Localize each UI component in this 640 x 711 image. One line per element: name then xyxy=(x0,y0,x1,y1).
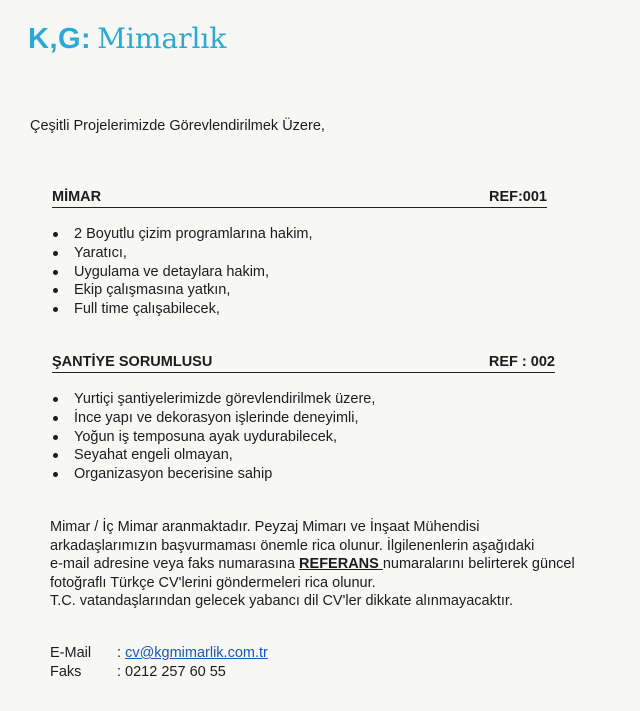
email-link[interactable]: cv@kgmimarlik.com.tr xyxy=(125,645,268,661)
company-logo xyxy=(28,22,226,56)
requirement-item: İnce yapı ve dekorasyon işlerinde deneyimli, xyxy=(52,409,375,428)
notice-line xyxy=(50,555,575,574)
email-value xyxy=(117,644,268,663)
requirement-item: 2 Boyutlu çizim programlarına hakim, xyxy=(52,225,313,244)
notice-line: arkadaşlarımızın başvurmaması önemle rica olunur. İlgilenenlerin aşağıdaki xyxy=(50,537,535,554)
section-divider xyxy=(52,372,555,373)
requirement-item: Full time çalışabilecek, xyxy=(52,300,313,319)
notice-text: numaralarını belirterek güncel xyxy=(382,556,575,573)
fax-label: Faks xyxy=(50,663,82,680)
requirement-item: Yoğun iş temposuna ayak uydurabilecek, xyxy=(52,428,375,447)
position-header-site-manager xyxy=(52,354,555,376)
position-title: ŞANTİYE SORUMLUSU xyxy=(52,354,213,370)
requirement-item: Ekip çalışmasına yatkın, xyxy=(52,281,313,300)
position-header-architect xyxy=(52,189,547,211)
section-divider xyxy=(52,207,547,208)
notice-line: T.C. vatandaşlarından gelecek yabancı dil CV'ler dikkate alınmayacaktır. xyxy=(50,593,513,610)
requirement-item: Organizasyon becerisine sahip xyxy=(52,465,375,484)
application-notice xyxy=(50,518,575,611)
requirement-item: Yurtiçi şantiyelerimizde görevlendirilmek üzere, xyxy=(52,390,375,409)
notice-text: e-mail adresine veya faks numarasına xyxy=(50,556,300,573)
requirement-item: Seyahat engeli olmayan, xyxy=(52,446,375,465)
requirement-item: Yaratıcı, xyxy=(52,244,313,263)
requirements-list-architect xyxy=(52,225,313,319)
intro-text: Çeşitli Projelerimizde Görevlendirilmek Üzere, xyxy=(30,118,325,134)
email-separator: : xyxy=(117,645,126,661)
position-ref: REF:001 xyxy=(488,189,547,205)
notice-line: fotoğraflı Türkçe CV'lerini göndermeleri rica olunur. xyxy=(50,574,376,591)
fax-value: : 0212 257 60 55 xyxy=(117,663,226,680)
position-ref: REF : 002 xyxy=(488,354,555,370)
logo-mark: K,G: xyxy=(28,23,92,55)
reference-keyword: REFERANS xyxy=(299,556,383,573)
logo-name: Mimarlık xyxy=(97,22,227,55)
requirement-item: Uygulama ve detaylara hakim, xyxy=(52,263,313,282)
requirements-list-site-manager xyxy=(52,390,375,484)
notice-line: Mimar / İç Mimar aranmaktadır. Peyzaj Mimarı ve İnşaat Mühendisi xyxy=(50,519,480,535)
position-title: MİMAR xyxy=(52,189,102,205)
email-label: E-Mail xyxy=(50,645,92,661)
